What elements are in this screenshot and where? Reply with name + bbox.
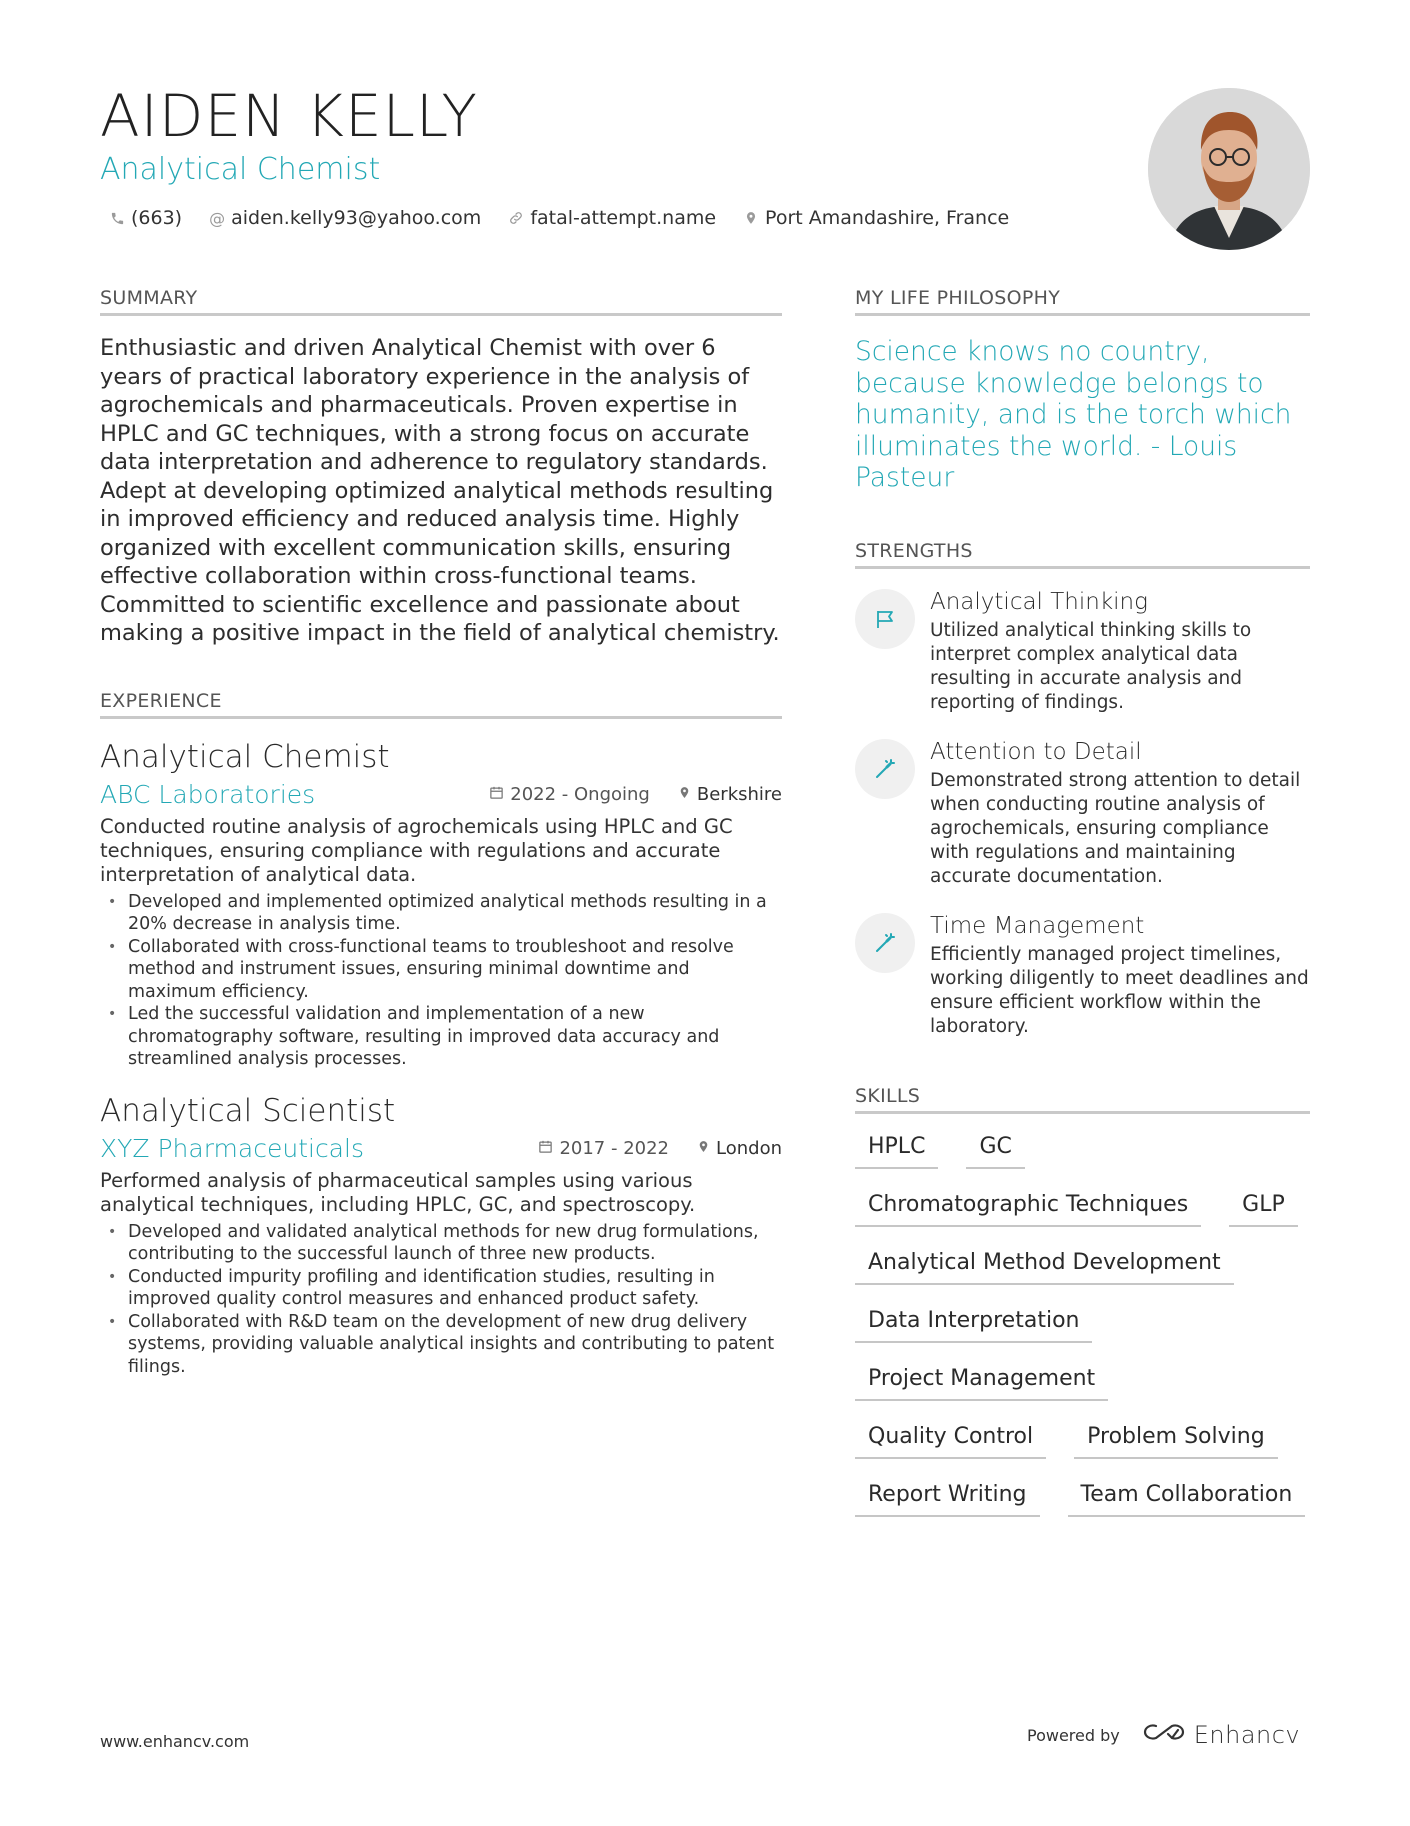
website-text[interactable]: fatal-attempt.name <box>530 207 717 229</box>
magic-wand-icon <box>855 913 915 973</box>
job-title: Analytical Scientist <box>100 1092 396 1129</box>
left-column <box>100 287 782 1378</box>
strength-title: Attention to Detail <box>930 738 1142 765</box>
philosophy-quote: Science knows no country, because knowledge belongs to humanity, and is the torch which illuminates the world. - Louis Pasteur <box>855 336 1292 493</box>
footer-branding <box>1027 1720 1300 1750</box>
email-text[interactable]: aiden.kelly93@yahoo.com <box>231 207 482 229</box>
job-bullet: • Collaborated with R&D team on the development of new drug delivery systems, providing valuable analytical insights and contributing to patent filings. <box>100 1311 782 1379</box>
job-bullets <box>100 1221 782 1379</box>
job-bullet: • Developed and validated analytical methods for new drug formulations, contributing to the successful launch of three new products. <box>100 1221 782 1266</box>
location-text: Port Amandashire, France <box>765 207 1010 229</box>
strength-description: Efficiently managed project timelines, working diligently to meet deadlines and ensure efficient workflow within the laboratory. <box>930 943 1309 1037</box>
job-bullet: • Led the successful validation and implementation of a new chromatography software, resulting in improved data accuracy and streamlined analysis processes. <box>100 1003 782 1071</box>
job-dates-text: 2017 - 2022 <box>559 1137 670 1159</box>
skills-list <box>855 1130 1310 1517</box>
flag-icon <box>855 589 915 649</box>
skill-tag: Quality Control <box>855 1420 1046 1459</box>
powered-by-text: Powered by <box>1027 1725 1120 1745</box>
strength-item <box>855 913 1310 1039</box>
skill-tag: GLP <box>1229 1188 1298 1227</box>
job-description: Performed analysis of pharmaceutical samples using various analytical techniques, including HPLC, GC, and spectroscopy. <box>100 1168 696 1216</box>
company-name: ABC Laboratories <box>100 779 316 809</box>
at-icon: @ <box>209 208 226 228</box>
strength-description: Demonstrated strong attention to detail when conducting routine analysis of agrochemicals, ensuring compliance with regulations and maintaining accurate documentation. <box>930 769 1301 887</box>
brand-logo[interactable] <box>1142 1720 1300 1750</box>
phone-text: (663) <box>131 207 183 229</box>
strength-description: Utilized analytical thinking skills to interpret complex analytical data resulting in accurate analysis and reporting of findings. <box>930 619 1252 713</box>
avatar <box>1148 88 1310 250</box>
right-column <box>855 287 1310 1517</box>
job-description: Conducted routine analysis of agrochemicals using HPLC and GC techniques, ensuring compliance with regulations and accurate interpretation of analytical data. <box>100 814 733 886</box>
philosophy-heading: MY LIFE PHILOSOPHY <box>855 287 1310 316</box>
strength-title: Analytical Thinking <box>930 588 1148 615</box>
strength-item <box>855 739 1310 889</box>
candidate-name: AIDEN KELLY <box>100 82 478 150</box>
skill-tag: Team Collaboration <box>1068 1478 1306 1517</box>
location-pin-icon <box>697 1139 710 1158</box>
phone-icon <box>108 211 126 226</box>
magic-wand-icon <box>855 739 915 799</box>
footer-website[interactable]: www.enhancv.com <box>100 1732 250 1751</box>
location-pin-icon <box>678 785 691 804</box>
skill-tag: Report Writing <box>855 1478 1040 1517</box>
skill-tag: HPLC <box>855 1130 938 1169</box>
summary-text: Enthusiastic and driven Analytical Chemist with over 6 years of practical laboratory experience in the analysis of agrochemicals and pharmaceuticals. Proven expertise in HPLC and GC techniques, with a strong focus on accurate data interpretation and adherence to regulatory standards. Adept at developing optimized analytical methods resulting in improved efficiency and reduced analysis time. Highly organized with excellent communication skills, ensuring effective collaboration within cross-functional teams. Committed to scientific excellence and passionate about making a positive impact in the field of analytical chemistry. <box>100 335 780 646</box>
summary-heading: SUMMARY <box>100 287 782 316</box>
job-bullet: • Conducted impurity profiling and identification studies, resulting in improved quality control measures and enhanced product safety. <box>100 1266 782 1311</box>
strength-item <box>855 589 1310 715</box>
job-title: Analytical Chemist <box>100 738 390 775</box>
contact-email[interactable] <box>208 207 481 229</box>
skill-tag: Project Management <box>855 1362 1108 1401</box>
job-meta <box>489 784 782 805</box>
enhancv-logo-icon <box>1142 1720 1186 1750</box>
candidate-title: Analytical Chemist <box>100 152 381 187</box>
skill-tag: GC <box>966 1130 1024 1169</box>
job-location <box>697 1138 782 1159</box>
skills-heading: SKILLS <box>855 1085 1310 1114</box>
strength-body <box>930 739 1310 889</box>
job-location <box>678 784 782 805</box>
job-dates <box>538 1138 669 1159</box>
job-company-row <box>100 1134 782 1163</box>
strength-title: Time Management <box>930 912 1145 939</box>
job-bullet: • Developed and implemented optimized analytical methods resulting in a 20% decrease in analysis time. <box>100 891 782 936</box>
brand-name: Enhancv <box>1193 1721 1301 1749</box>
contact-row <box>108 207 1009 229</box>
skill-tag: Data Interpretation <box>855 1304 1092 1343</box>
experience-heading: EXPERIENCE <box>100 690 782 719</box>
strength-body <box>930 913 1310 1039</box>
job-bullets <box>100 891 782 1071</box>
skill-tag: Problem Solving <box>1074 1420 1278 1459</box>
strengths-heading: STRENGTHS <box>855 540 1310 569</box>
calendar-icon <box>489 785 504 804</box>
job-location-text: Berkshire <box>696 783 782 805</box>
company-name: XYZ Pharmaceuticals <box>100 1133 364 1163</box>
location-pin-icon <box>742 210 760 226</box>
contact-location <box>742 207 1009 229</box>
strength-body <box>930 589 1310 715</box>
job-dates <box>489 784 650 805</box>
link-icon <box>507 210 525 226</box>
skill-tag: Analytical Method Development <box>855 1246 1234 1285</box>
job-entry <box>100 739 782 1071</box>
skill-tag: Chromatographic Techniques <box>855 1188 1201 1227</box>
contact-website[interactable] <box>507 207 716 229</box>
job-company-row <box>100 780 782 809</box>
job-entry <box>100 1093 782 1379</box>
job-location-text: London <box>716 1137 782 1159</box>
job-bullet: • Collaborated with cross-functional teams to troubleshoot and resolve method and instrument issues, ensuring minimal downtime and maximum efficiency. <box>100 936 782 1004</box>
calendar-icon <box>538 1139 553 1158</box>
job-meta <box>538 1138 782 1159</box>
job-dates-text: 2022 - Ongoing <box>510 783 650 805</box>
contact-phone <box>108 207 182 229</box>
